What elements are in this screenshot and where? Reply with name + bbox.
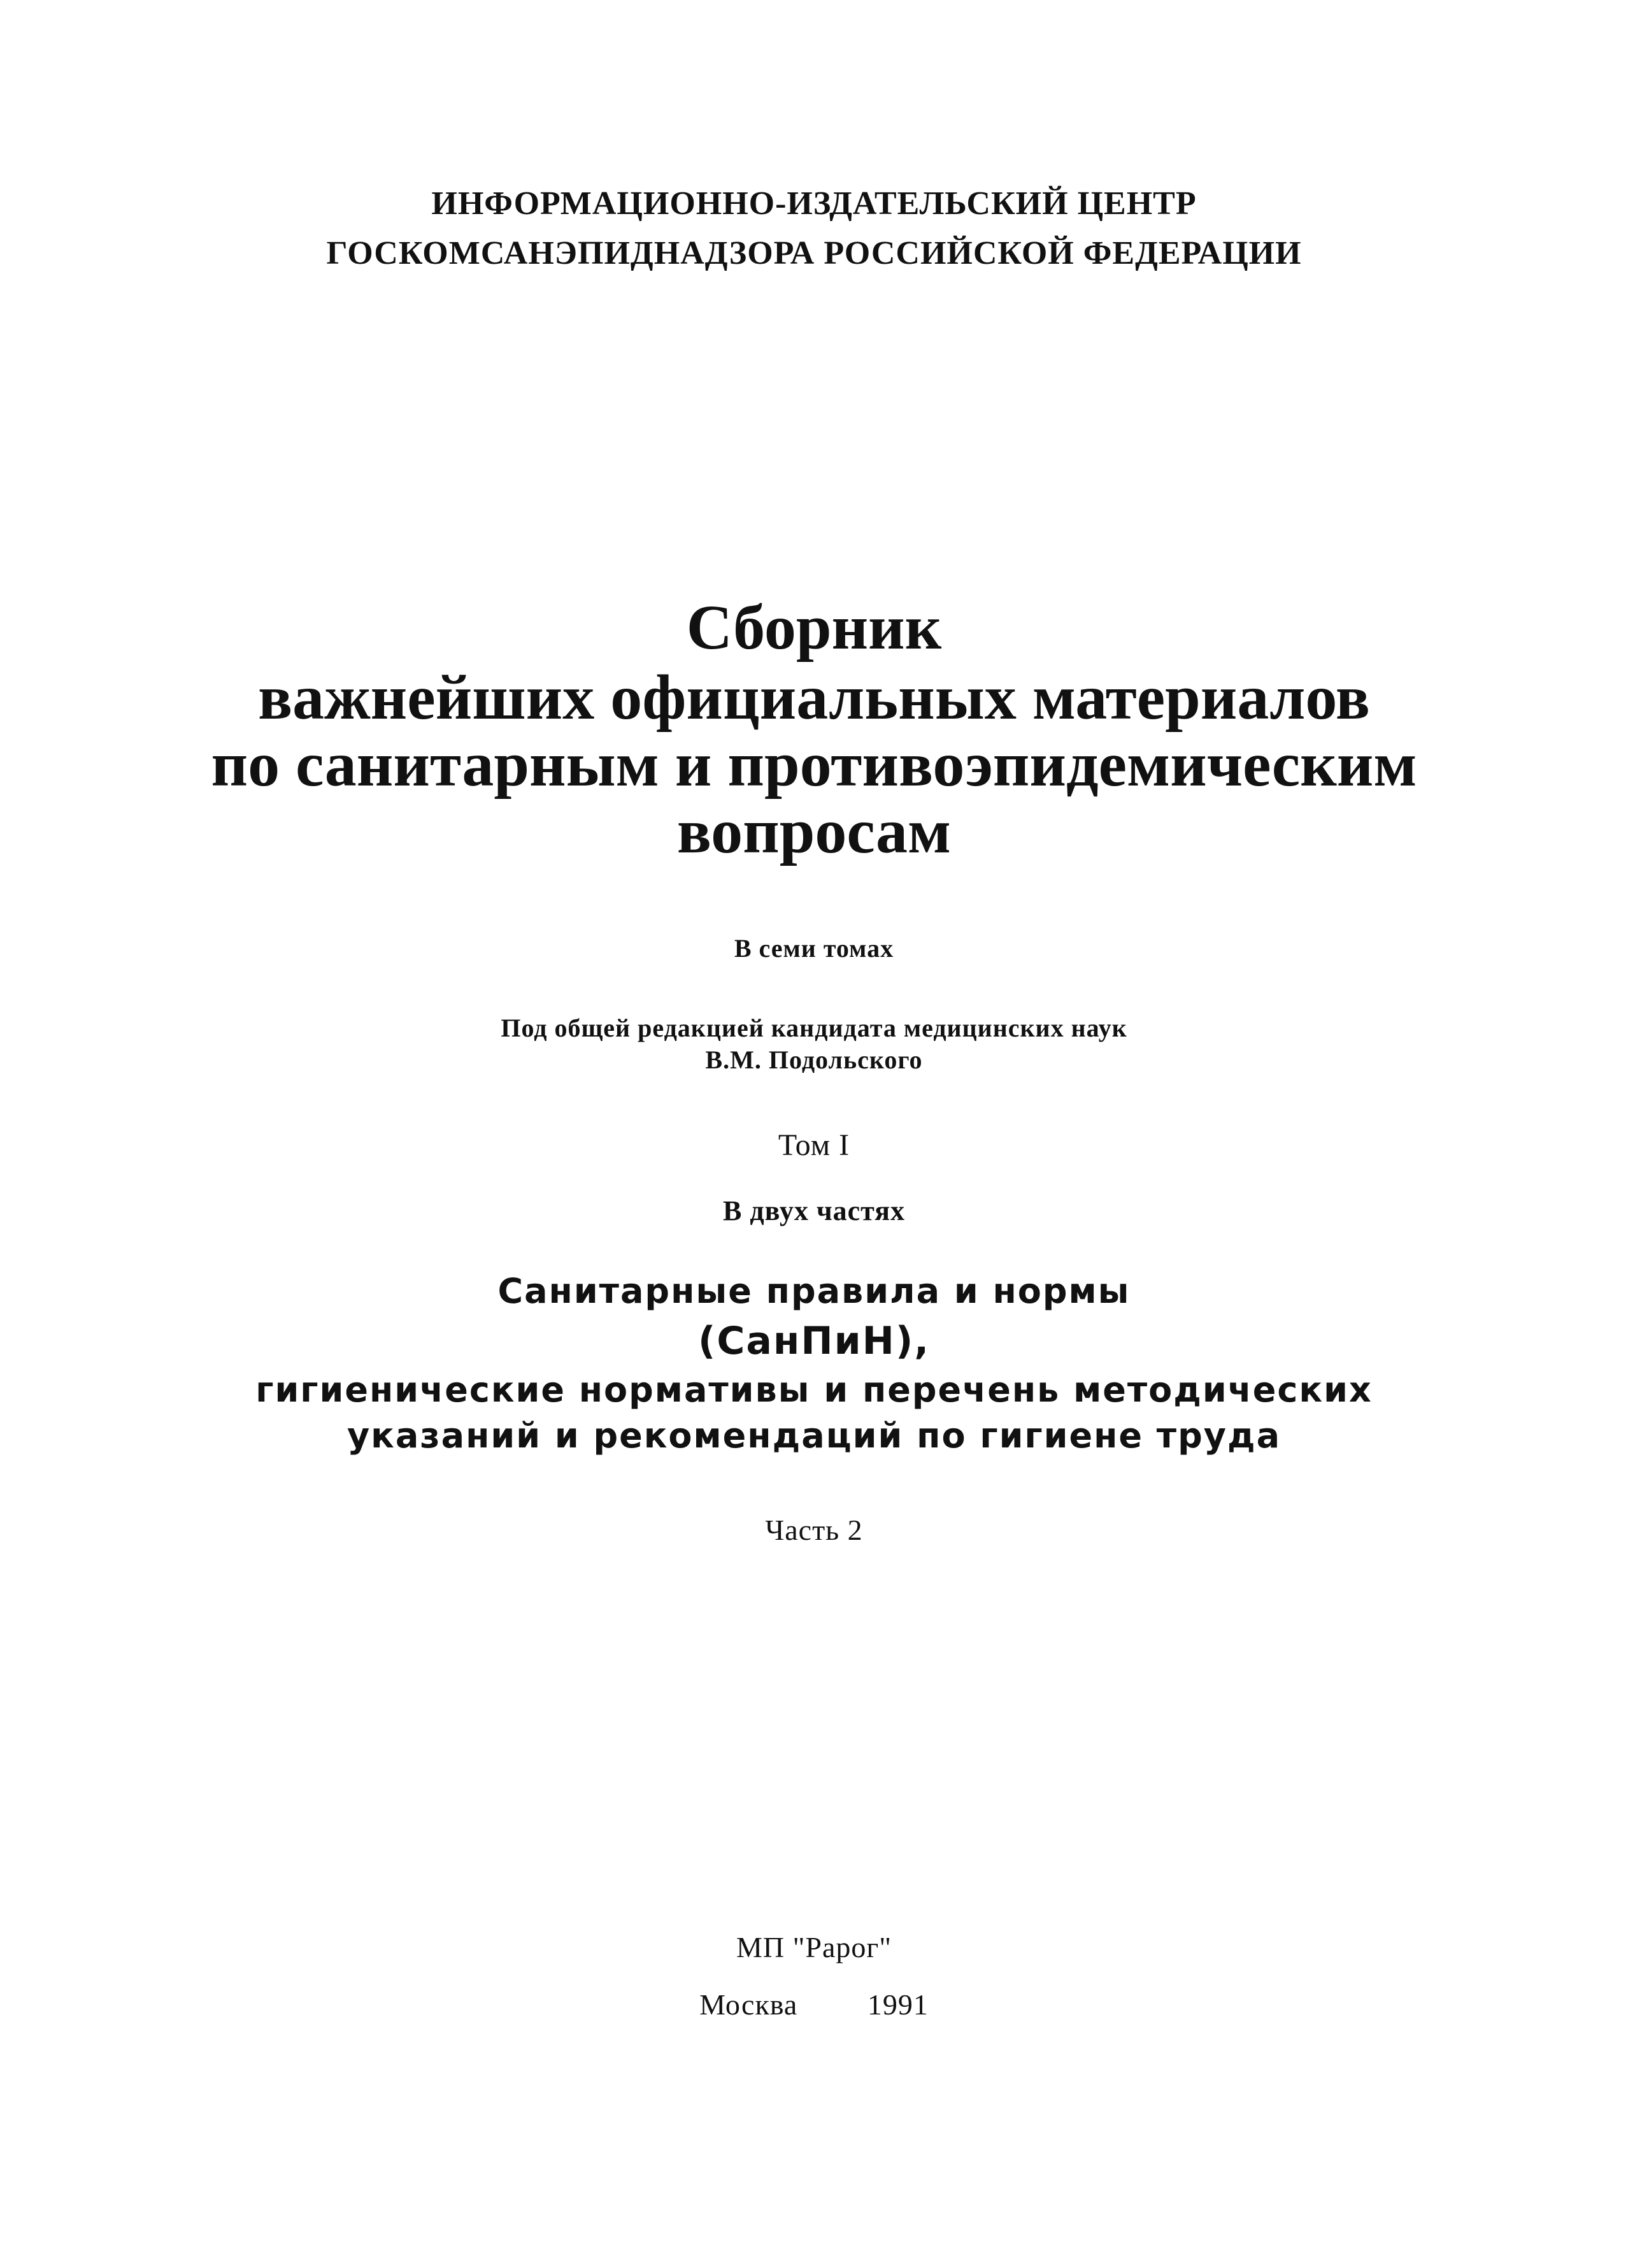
subtitle-line-3: гигиенические нормативы и перечень методических xyxy=(255,1370,1373,1410)
part-number: Часть 2 xyxy=(765,1514,863,1546)
title-line-2: важнейших официальных материалов xyxy=(258,662,1370,733)
editor-line-2: В.М. Подольского xyxy=(705,1045,923,1074)
title-line-4: вопросам xyxy=(676,796,952,866)
title-line-1: Сборник xyxy=(686,592,942,663)
subtitle-line-1: Санитарные правила и нормы xyxy=(497,1271,1131,1311)
subtitle-line-2: (СанПиН), xyxy=(697,1319,931,1363)
subtitle-line-4: указаний и рекомендаций по гигиене труда xyxy=(346,1416,1282,1456)
imprint-publisher: МП "Рарог" xyxy=(736,1931,892,1963)
publisher-line-1: ИНФОРМАЦИОННО-ИЗДАТЕЛЬСКИЙ ЦЕНТР xyxy=(431,185,1197,222)
title-line-3: по санитарным и противоэпидемическим xyxy=(211,729,1417,800)
parts-note: В двух частях xyxy=(722,1195,906,1226)
imprint-city-year: Москва 1991 xyxy=(699,1988,929,2021)
publisher-line-2: ГОСКОМСАНЭПИДНАДЗОРА РОССИЙСКОЙ ФЕДЕРАЦИИ xyxy=(326,235,1302,271)
volume-number: Том I xyxy=(778,1128,850,1162)
volumes-note: В семи томах xyxy=(734,934,894,963)
editor-line-1: Под общей редакцией кандидата медицинских наук xyxy=(501,1014,1127,1042)
